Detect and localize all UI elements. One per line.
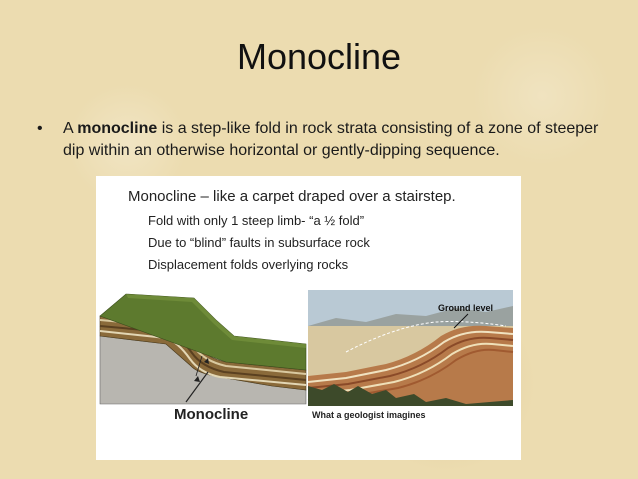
figure-heading: Monocline – like a carpet draped over a stairstep.	[128, 188, 456, 205]
figure-line-2: Due to “blind” faults in subsurface rock	[148, 235, 370, 250]
bullet-prefix: A	[63, 120, 78, 137]
monocline-figure	[96, 176, 521, 460]
left-caption: Monocline	[174, 406, 249, 423]
bullet-description: is a step-like fold in rock strata consisting of a zone of steeper dip within an otherwise horizontal or gently-dipping sequence.	[63, 120, 599, 159]
right-caption: What a geologist imagines	[312, 410, 426, 420]
slide-title: Monocline	[236, 36, 402, 77]
ground-level-label: Ground level	[438, 303, 494, 313]
bullet-term: monocline	[77, 120, 158, 137]
fold-illustrations	[96, 176, 521, 460]
block-diagram	[100, 294, 306, 404]
bullet-text	[63, 118, 603, 162]
bullet-marker: •	[37, 120, 43, 137]
figure-line-1: Fold with only 1 steep limb- “a ½ fold”	[148, 213, 365, 228]
figure-line-3: Displacement folds overlying rocks	[148, 257, 349, 272]
